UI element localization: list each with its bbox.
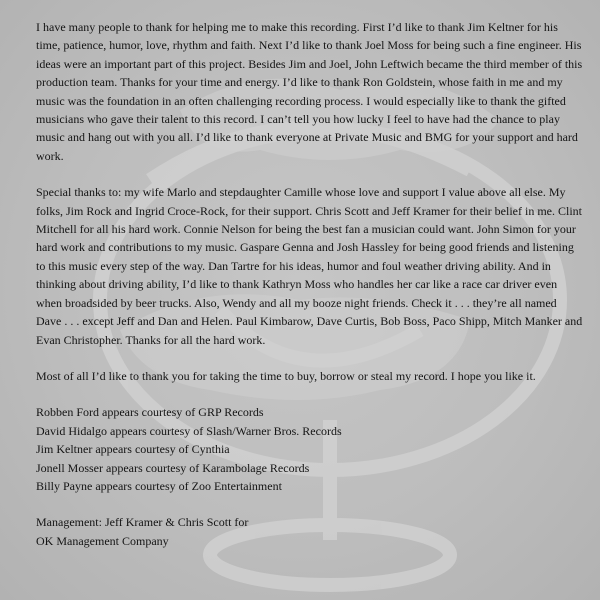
- management-line: OK Management Company: [36, 533, 169, 548]
- thanks-paragraph: I have many people to thank for helping me to make this recording. First I’d like to thank Jim Keltner for his time, patience, humor, love, rhythm and faith. Next I’d like to thank Joel Moss for being such a fine engineer. His ideas were an important part of this project. Besides Jim and Joel, John Leftwich became the third member of this production team. Thanks for your time and energy. I’d like to thank Ron Goldstein, whose faith in me and my music was the foundation in an often challenging recording process. I would especially like to thank the gifted musicians who gave their talent to this record. I can’t tell you how lucky I feel to have had the chance to play music and hang out with you all. I’d like to thank everyone at Private Music and BMG for your support and hard work.: [36, 20, 583, 163]
- courtesy-line: Robben Ford appears courtesy of GRP Records: [36, 405, 264, 420]
- courtesy-line: Jonell Mosser appears courtesy of Karambolage Records: [36, 460, 310, 475]
- management-line: Management: Jeff Kramer & Chris Scott for: [36, 515, 249, 530]
- courtesy-line: Billy Payne appears courtesy of Zoo Entertainment: [36, 478, 282, 493]
- liner-notes-text: [36, 18, 584, 550]
- closing-paragraph: Most of all I’d like to thank you for taking the time to buy, borrow or steal my record. I hope you like it.: [36, 368, 536, 383]
- courtesy-line: Jim Keltner appears courtesy of Cynthia: [36, 442, 230, 457]
- management-credit: [36, 513, 584, 550]
- courtesy-credits: [36, 403, 584, 495]
- courtesy-line: David Hidalgo appears courtesy of Slash/Warner Bros. Records: [36, 423, 342, 438]
- special-thanks-paragraph: Special thanks to: my wife Marlo and stepdaughter Camille whose love and support I value above all else. My folks, Jim Rock and Ingrid Croce-Rock, for their support. Chris Scott and Jeff Kramer for their belief in me. Clint Mitchell for all his hard work. Connie Nelson for being the best fan a musician could want. John Simon for your hard work and contributions to my music. Gaspare Genna and Josh Hassley for being good friends and listening to this music every step of the way. Dan Tartre for his ideas, humor and foul weather driving ability. And in thinking about driving ability, I’d like to thank Kathryn Moss who handles her car like a race car driver even when broadsided by beer trucks. Also, Wendy and all my booze night friends. Check it . . . they’re all named Dave . . . except Jeff and Dan and Helen. Paul Kimbarow, Dave Curtis, Bob Boss, Paco Shipp, Mitch Manker and Evan Christopher. Thanks for all the hard work.: [36, 185, 583, 347]
